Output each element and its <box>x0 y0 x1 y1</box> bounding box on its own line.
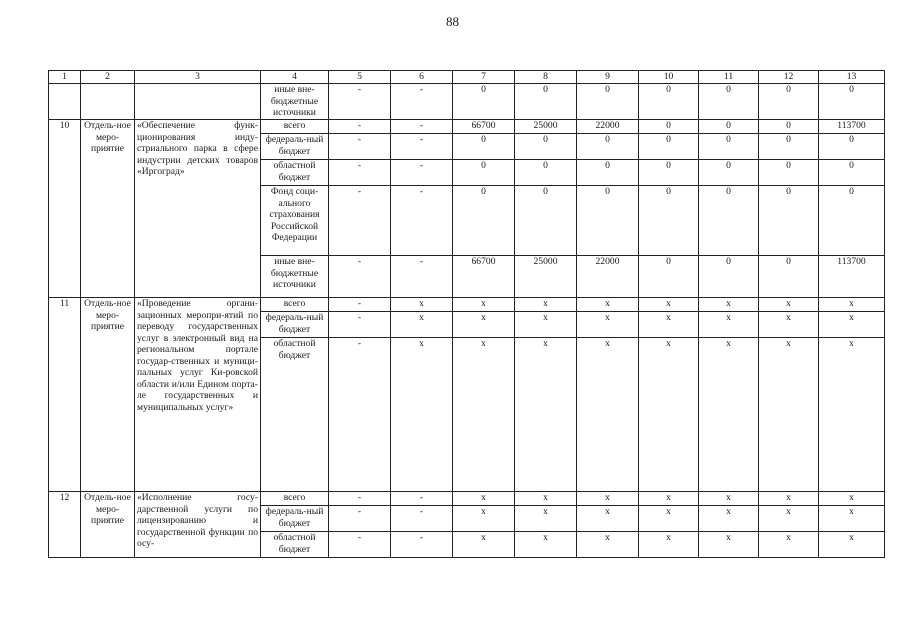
value-cell-col-5: - <box>329 506 391 532</box>
value-cell-col-10: x <box>639 532 699 558</box>
value-cell-col-7: 66700 <box>453 256 515 298</box>
header-row <box>49 71 885 84</box>
value-cell-col-13: 113700 <box>819 256 885 298</box>
value-cell-col-12: x <box>759 312 819 338</box>
value-cell-col-11: x <box>699 506 759 532</box>
budget-table <box>48 70 885 558</box>
value-cell-col-9: 22000 <box>577 256 639 298</box>
funding-source: всего <box>261 492 329 506</box>
row-number: 10 <box>49 120 81 298</box>
value-cell-col-10: x <box>639 506 699 532</box>
value-cell-col-11: 0 <box>699 256 759 298</box>
value-cell-col-5: - <box>329 134 391 160</box>
value-cell-col-12: x <box>759 492 819 506</box>
value-cell-col-8: 0 <box>515 186 577 256</box>
value-cell-col-6: - <box>391 134 453 160</box>
table-row <box>49 492 885 506</box>
measure-name: «Проведение органи-зационных меропри-ятий по переводу государственных услуг в электронный вид на региональном портале государ-ственных и муници-пальных услуг Ки-ровской области и/или Едином порта-ле государственных и муниципальных услуг» <box>135 298 261 492</box>
value-cell-col-9: x <box>577 506 639 532</box>
value-cell-col-13: 0 <box>819 84 885 120</box>
funding-source: всего <box>261 298 329 312</box>
column-header-8: 8 <box>515 71 577 84</box>
value-cell-col-7: x <box>453 492 515 506</box>
value-cell-col-13: x <box>819 298 885 312</box>
funding-source: иные вне-бюджетные источники <box>261 84 329 120</box>
measure-name: «Исполнение госу-дарственной услуги по лицензированию и государственной функции по осу- <box>135 492 261 558</box>
column-header-4: 4 <box>261 71 329 84</box>
measure-type: Отдель-ное меро-приятие <box>81 492 135 558</box>
measure-name <box>135 84 261 120</box>
value-cell-col-6: - <box>391 506 453 532</box>
value-cell-col-10: 0 <box>639 134 699 160</box>
value-cell-col-11: 0 <box>699 160 759 186</box>
measure-type <box>81 84 135 120</box>
value-cell-col-8: x <box>515 506 577 532</box>
value-cell-col-13: x <box>819 506 885 532</box>
value-cell-col-13: 0 <box>819 186 885 256</box>
value-cell-col-5: - <box>329 84 391 120</box>
value-cell-col-7: 0 <box>453 160 515 186</box>
value-cell-col-12: 0 <box>759 120 819 134</box>
value-cell-col-9: 22000 <box>577 120 639 134</box>
value-cell-col-5: - <box>329 312 391 338</box>
measure-name: «Обеспечение функ-ционирования инду-стриального парка в сфере индустрии детских товаров «Иргоград» <box>135 120 261 298</box>
value-cell-col-10: 0 <box>639 186 699 256</box>
value-cell-col-11: x <box>699 338 759 492</box>
value-cell-col-8: x <box>515 298 577 312</box>
value-cell-col-13: 0 <box>819 160 885 186</box>
value-cell-col-6: - <box>391 492 453 506</box>
table-body <box>49 84 885 558</box>
funding-source: федераль-ный бюджет <box>261 134 329 160</box>
value-cell-col-13: x <box>819 312 885 338</box>
funding-source: областной бюджет <box>261 532 329 558</box>
funding-source: федераль-ный бюджет <box>261 506 329 532</box>
value-cell-col-5: - <box>329 492 391 506</box>
value-cell-col-9: x <box>577 492 639 506</box>
value-cell-col-10: x <box>639 492 699 506</box>
row-number <box>49 84 81 120</box>
value-cell-col-7: 0 <box>453 134 515 160</box>
value-cell-col-7: x <box>453 338 515 492</box>
table-row <box>49 120 885 134</box>
funding-source: федераль-ный бюджет <box>261 312 329 338</box>
value-cell-col-6: - <box>391 186 453 256</box>
measure-type: Отдель-ное меро-приятие <box>81 120 135 298</box>
value-cell-col-5: - <box>329 120 391 134</box>
value-cell-col-8: x <box>515 312 577 338</box>
value-cell-col-10: x <box>639 312 699 338</box>
value-cell-col-7: x <box>453 312 515 338</box>
value-cell-col-12: 0 <box>759 256 819 298</box>
value-cell-col-8: 25000 <box>515 120 577 134</box>
value-cell-col-7: 0 <box>453 186 515 256</box>
row-number: 11 <box>49 298 81 492</box>
value-cell-col-11: 0 <box>699 186 759 256</box>
value-cell-col-9: x <box>577 298 639 312</box>
value-cell-col-7: 66700 <box>453 120 515 134</box>
value-cell-col-8: 0 <box>515 134 577 160</box>
value-cell-col-6: - <box>391 532 453 558</box>
value-cell-col-9: x <box>577 338 639 492</box>
value-cell-col-6: x <box>391 338 453 492</box>
value-cell-col-5: - <box>329 186 391 256</box>
funding-source: Фонд соци-ального страхования Российской Федерации <box>261 186 329 256</box>
value-cell-col-8: 25000 <box>515 256 577 298</box>
column-header-7: 7 <box>453 71 515 84</box>
measure-type: Отдель-ное меро-приятие <box>81 298 135 492</box>
value-cell-col-5: - <box>329 160 391 186</box>
value-cell-col-7: x <box>453 298 515 312</box>
value-cell-col-7: x <box>453 532 515 558</box>
column-header-11: 11 <box>699 71 759 84</box>
value-cell-col-13: x <box>819 532 885 558</box>
column-header-13: 13 <box>819 71 885 84</box>
column-header-1: 1 <box>49 71 81 84</box>
value-cell-col-11: 0 <box>699 134 759 160</box>
value-cell-col-10: x <box>639 298 699 312</box>
value-cell-col-12: 0 <box>759 186 819 256</box>
value-cell-col-8: 0 <box>515 84 577 120</box>
value-cell-col-8: x <box>515 532 577 558</box>
value-cell-col-8: 0 <box>515 160 577 186</box>
value-cell-col-11: x <box>699 298 759 312</box>
column-header-6: 6 <box>391 71 453 84</box>
value-cell-col-6: x <box>391 298 453 312</box>
column-header-9: 9 <box>577 71 639 84</box>
value-cell-col-12: x <box>759 532 819 558</box>
value-cell-col-13: 0 <box>819 134 885 160</box>
value-cell-col-7: x <box>453 506 515 532</box>
funding-source: всего <box>261 120 329 134</box>
value-cell-col-5: - <box>329 532 391 558</box>
value-cell-col-12: 0 <box>759 160 819 186</box>
value-cell-col-10: 0 <box>639 160 699 186</box>
value-cell-col-9: 0 <box>577 134 639 160</box>
value-cell-col-11: x <box>699 312 759 338</box>
funding-source: областной бюджет <box>261 338 329 492</box>
value-cell-col-6: - <box>391 120 453 134</box>
value-cell-col-12: x <box>759 298 819 312</box>
table-row <box>49 298 885 312</box>
funding-source: областной бюджет <box>261 160 329 186</box>
value-cell-col-9: 0 <box>577 186 639 256</box>
column-header-12: 12 <box>759 71 819 84</box>
funding-source: иные вне-бюджетные источники <box>261 256 329 298</box>
value-cell-col-13: x <box>819 338 885 492</box>
column-header-5: 5 <box>329 71 391 84</box>
value-cell-col-11: 0 <box>699 84 759 120</box>
value-cell-col-10: 0 <box>639 256 699 298</box>
value-cell-col-9: 0 <box>577 84 639 120</box>
value-cell-col-12: 0 <box>759 84 819 120</box>
value-cell-col-12: x <box>759 506 819 532</box>
value-cell-col-12: 0 <box>759 134 819 160</box>
value-cell-col-10: 0 <box>639 120 699 134</box>
column-header-2: 2 <box>81 71 135 84</box>
value-cell-col-12: x <box>759 338 819 492</box>
value-cell-col-13: x <box>819 492 885 506</box>
value-cell-col-11: x <box>699 492 759 506</box>
value-cell-col-13: 113700 <box>819 120 885 134</box>
value-cell-col-8: x <box>515 338 577 492</box>
value-cell-col-5: - <box>329 256 391 298</box>
value-cell-col-6: x <box>391 312 453 338</box>
column-header-3: 3 <box>135 71 261 84</box>
value-cell-col-10: 0 <box>639 84 699 120</box>
value-cell-col-11: 0 <box>699 120 759 134</box>
page-number: 88 <box>446 14 459 29</box>
value-cell-col-6: - <box>391 256 453 298</box>
value-cell-col-5: - <box>329 298 391 312</box>
value-cell-col-5: - <box>329 338 391 492</box>
value-cell-col-8: x <box>515 492 577 506</box>
value-cell-col-7: 0 <box>453 84 515 120</box>
value-cell-col-6: - <box>391 84 453 120</box>
value-cell-col-9: x <box>577 532 639 558</box>
table-row <box>49 84 885 120</box>
value-cell-col-6: - <box>391 160 453 186</box>
value-cell-col-9: x <box>577 312 639 338</box>
value-cell-col-11: x <box>699 532 759 558</box>
row-number: 12 <box>49 492 81 558</box>
column-header-10: 10 <box>639 71 699 84</box>
value-cell-col-9: 0 <box>577 160 639 186</box>
value-cell-col-10: x <box>639 338 699 492</box>
